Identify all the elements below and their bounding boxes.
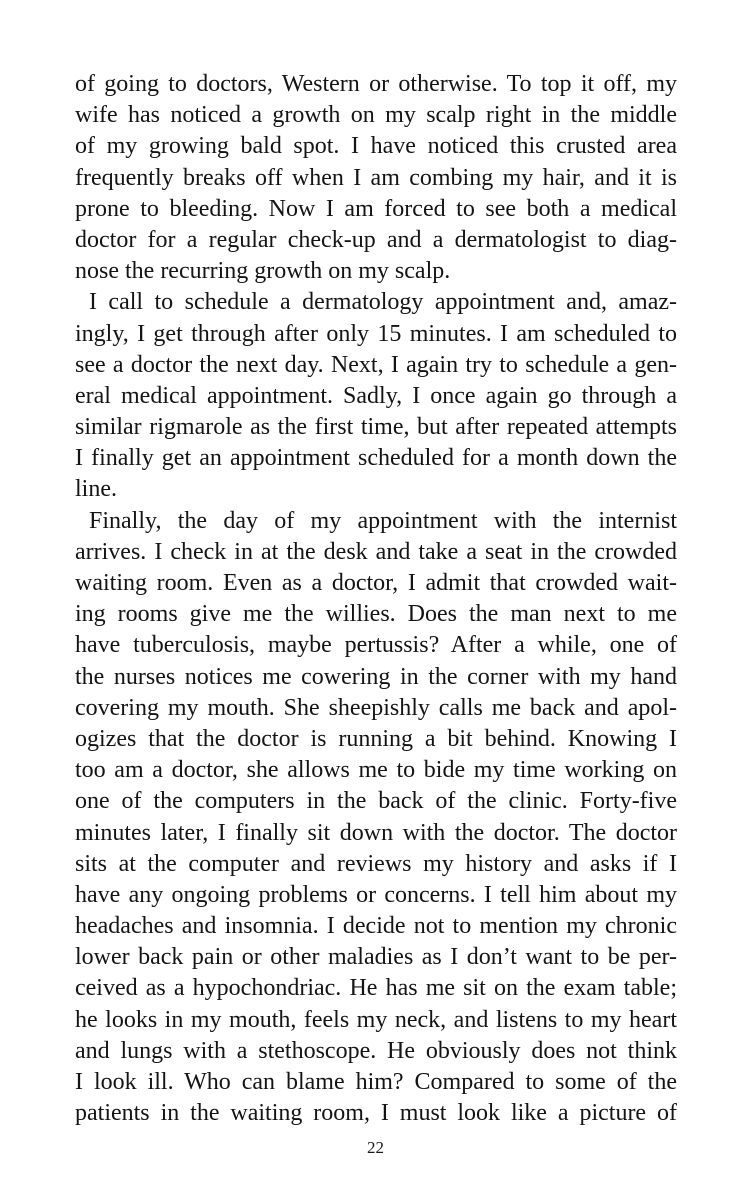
text-line: have tuberculosis, maybe pertussis? After a while, one of [75,632,677,659]
text-line: I call to schedule a dermatology appointment and, amaz- [89,289,677,316]
text-line: line. [75,476,117,503]
text-line: too am a doctor, she allows me to bide my time working on [75,757,677,784]
text-line: have any ongoing problems or concerns. I tell him about my [75,881,677,908]
paragraph [75,287,677,505]
text-line: one of the computers in the back of the clinic. Forty-five [75,788,677,815]
text-line: he looks in my mouth, feels my neck, and listens to my heart [75,1006,677,1033]
text-line: arrives. I check in at the desk and take a seat in the crowded [75,538,677,565]
text-line: covering my mouth. She sheepishly calls me back and apol- [75,694,677,721]
paragraph [75,69,677,287]
text-line: of going to doctors, Western or otherwise. To top it off, my [75,71,677,97]
text-line: similar rigmarole as the first time, but after repeated attempts [75,414,677,441]
text-line: Finally, the day of my appointment with the internist [89,507,677,534]
text-line: frequently breaks off when I am combing my hair, and it is [75,164,677,191]
text-line: ingly, I get through after only 15 minutes. I am scheduled to [75,320,677,347]
text-line: I look ill. Who can blame him? Compared to some of the [75,1069,677,1095]
text-line: I finally get an appointment scheduled for a month down the [75,445,677,472]
text-line: nose the recurring growth on my scalp. [75,258,451,285]
text-line: sits at the computer and reviews my history and asks if I [75,850,677,877]
text-line: waiting room. Even as a doctor, I admit that crowded wait- [75,570,677,596]
text-line: ogizes that the doctor is running a bit behind. Knowing I [75,725,677,752]
text-line: doctor for a regular check-up and a dermatologist to diag- [75,226,677,253]
text-line: eral medical appointment. Sadly, I once again go through a [75,382,677,409]
text-line: prone to bleeding. Now I am forced to see both a medical [75,195,677,222]
page-text [75,69,677,1129]
text-line: and lungs with a stethoscope. He obviously does not think [75,1037,677,1064]
text-line: headaches and insomnia. I decide not to mention my chronic [75,913,677,940]
text-line: of my growing bald spot. I have noticed this crusted area [75,133,677,160]
paragraph [75,506,677,1130]
page-footer [0,1137,751,1159]
text-line: minutes later, I finally sit down with the doctor. The doctor [75,819,677,846]
text-line: lower back pain or other maladies as I don’t want to be per- [75,944,677,971]
text-line: ing rooms give me the willies. Does the man next to me [75,601,677,628]
text-line: see a doctor the next day. Next, I again try to schedule a gen- [75,351,677,378]
text-line: patients in the waiting room, I must look like a picture of [75,1100,677,1127]
text-line: ceived as a hypochondriac. He has me sit on the exam table; [75,975,677,1002]
page-number: 22 [367,1138,384,1157]
text-line: the nurses notices me cowering in the corner with my hand [75,663,677,690]
text-line: wife has noticed a growth on my scalp right in the middle [75,102,677,129]
